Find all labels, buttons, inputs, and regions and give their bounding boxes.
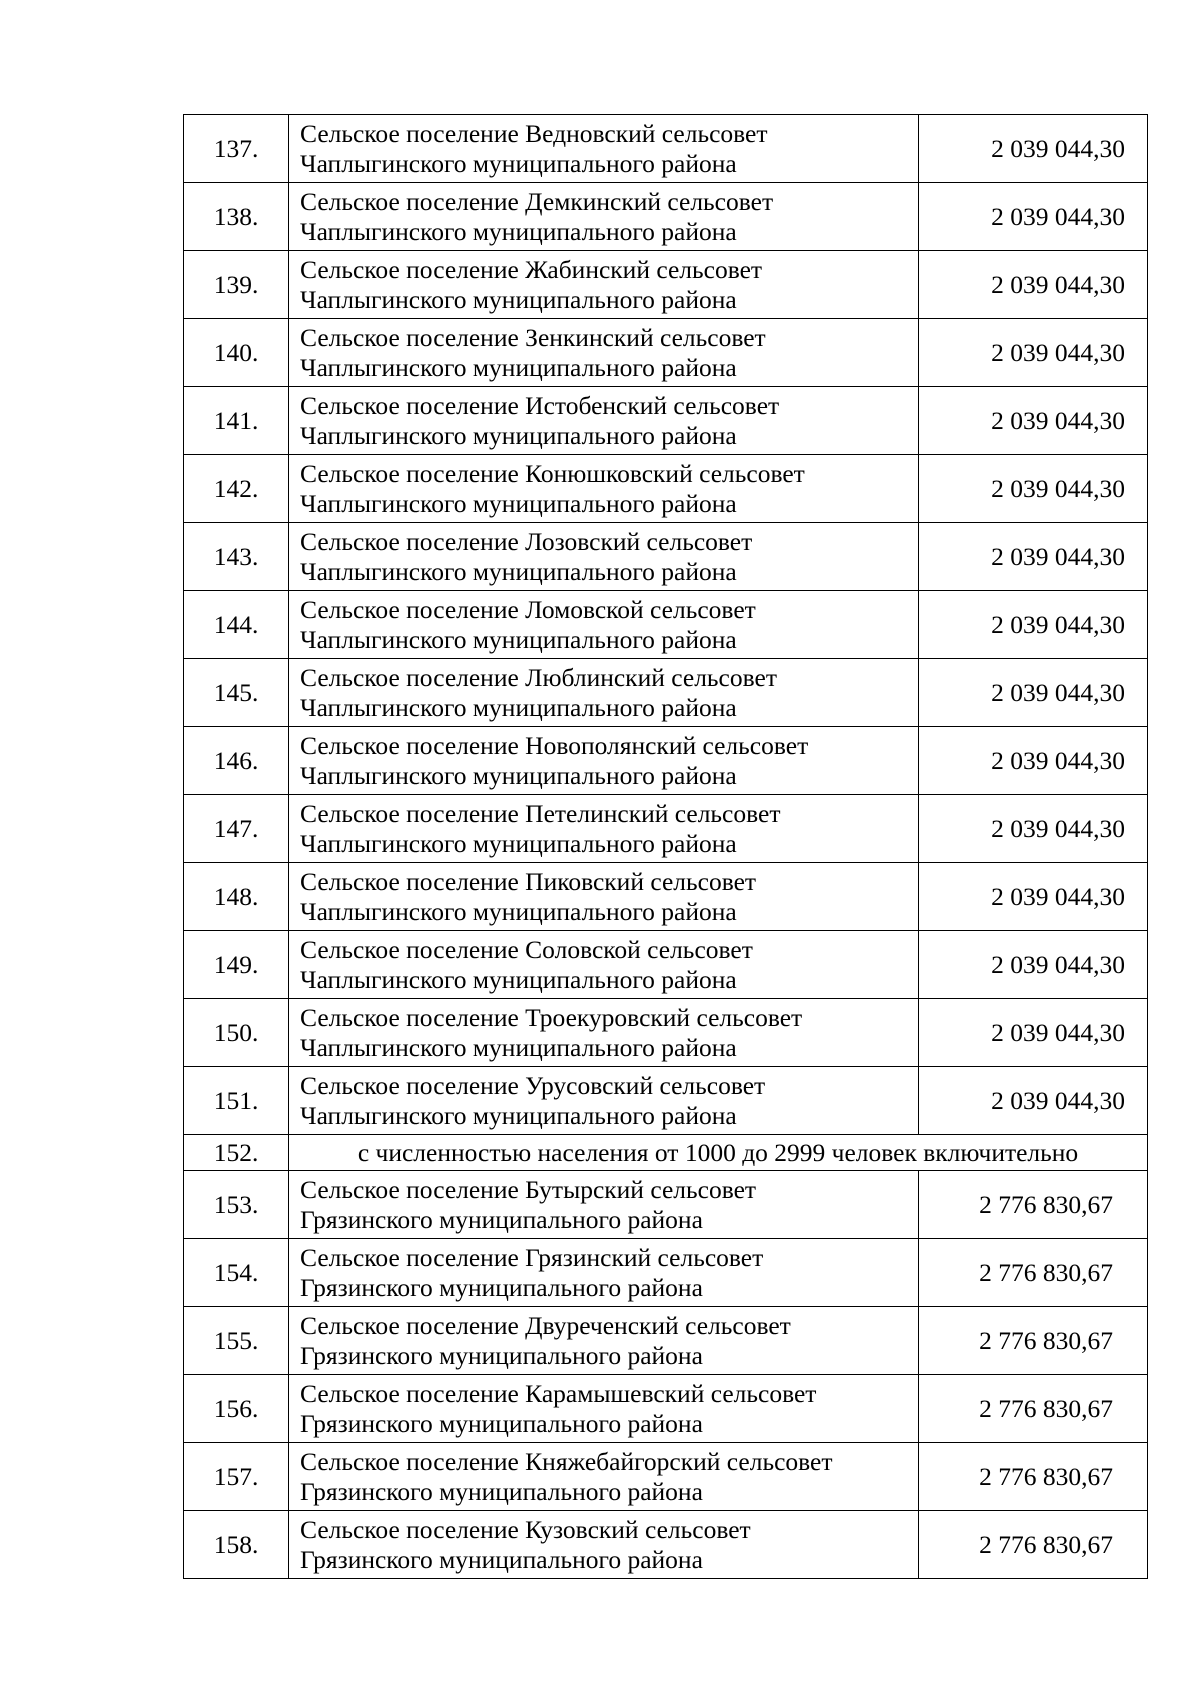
settlement-name: [289, 455, 919, 523]
settlement-name: [289, 1511, 919, 1579]
allocation-amount: 2 039 044,30: [919, 931, 1148, 999]
settlement-name-line1: Сельское поселение Грязинский сельсовет: [300, 1242, 764, 1272]
settlement-name-line2: Чаплыгинского муниципального района: [300, 964, 737, 994]
row-number: 148.: [184, 863, 289, 931]
row-number: 138.: [184, 183, 289, 251]
settlement-name-line1: Сельское поселение Двуреченский сельсовет: [300, 1310, 791, 1340]
row-number: 143.: [184, 523, 289, 591]
section-heading: с численностью населения от 1000 до 2999 человек включительно: [289, 1135, 1148, 1171]
settlement-name-line2: Чаплыгинского муниципального района: [300, 1032, 737, 1062]
row-number: 141.: [184, 387, 289, 455]
settlement-name-line1: Сельское поселение Новополянский сельсовет: [300, 730, 809, 760]
settlement-name-line2: Чаплыгинского муниципального района: [300, 284, 737, 314]
row-number: 158.: [184, 1511, 289, 1579]
settlement-name-line2: Чаплыгинского муниципального района: [300, 556, 737, 586]
table-row: [184, 387, 1148, 455]
settlement-name-line2: Чаплыгинского муниципального района: [300, 420, 737, 450]
settlement-name: [289, 115, 919, 183]
settlement-name-line2: Чаплыгинского муниципального района: [300, 1100, 737, 1130]
settlement-name-line2: Чаплыгинского муниципального района: [300, 488, 737, 518]
allocation-amount: 2 039 044,30: [919, 115, 1148, 183]
allocation-amount: 2 039 044,30: [919, 591, 1148, 659]
table-row: [184, 659, 1148, 727]
table-row: [184, 931, 1148, 999]
settlement-name: [289, 251, 919, 319]
settlement-name-line1: Сельское поселение Истобенский сельсовет: [300, 390, 780, 420]
allocation-amount: 2 039 044,30: [919, 387, 1148, 455]
settlement-name-line1: Сельское поселение Княжебайгорский сельсовет: [300, 1446, 833, 1476]
settlement-name: [289, 727, 919, 795]
table-row: [184, 591, 1148, 659]
allocation-table: [183, 114, 1148, 1579]
allocation-amount: 2 039 044,30: [919, 863, 1148, 931]
allocation-amount: 2 039 044,30: [919, 319, 1148, 387]
row-number: 155.: [184, 1307, 289, 1375]
settlement-name-line2: Чаплыгинского муниципального района: [300, 760, 737, 790]
table-row: [184, 1067, 1148, 1135]
settlement-name: [289, 523, 919, 591]
table-row: [184, 1511, 1148, 1579]
row-number: 149.: [184, 931, 289, 999]
allocation-amount: 2 776 830,67: [919, 1443, 1148, 1511]
settlement-name-line1: Сельское поселение Бутырский сельсовет: [300, 1174, 757, 1204]
allocation-amount: 2 776 830,67: [919, 1511, 1148, 1579]
settlement-name-line2: Чаплыгинского муниципального района: [300, 352, 737, 382]
settlement-name: [289, 591, 919, 659]
settlement-name-line2: Грязинского муниципального района: [300, 1340, 703, 1370]
settlement-name: [289, 863, 919, 931]
settlement-name-line2: Чаплыгинского муниципального района: [300, 216, 737, 246]
table-row: [184, 727, 1148, 795]
row-number: 150.: [184, 999, 289, 1067]
settlement-name-line2: Грязинского муниципального района: [300, 1408, 703, 1438]
settlement-name: [289, 1307, 919, 1375]
table-row: [184, 115, 1148, 183]
settlement-name-line2: Чаплыгинского муниципального района: [300, 624, 737, 654]
settlement-name-line2: Грязинского муниципального района: [300, 1544, 703, 1574]
row-number: 157.: [184, 1443, 289, 1511]
table-row: [184, 1443, 1148, 1511]
settlement-name-line1: Сельское поселение Демкинский сельсовет: [300, 186, 774, 216]
table-row: [184, 319, 1148, 387]
settlement-name-line1: Сельское поселение Ломовской сельсовет: [300, 594, 756, 624]
row-number: 154.: [184, 1239, 289, 1307]
allocation-amount: 2 039 044,30: [919, 183, 1148, 251]
table-row: [184, 863, 1148, 931]
allocation-amount: 2 039 044,30: [919, 727, 1148, 795]
settlement-name-line1: Сельское поселение Жабинский сельсовет: [300, 254, 763, 284]
row-number: 140.: [184, 319, 289, 387]
settlement-name: [289, 999, 919, 1067]
allocation-amount: 2 776 830,67: [919, 1307, 1148, 1375]
settlement-name: [289, 1239, 919, 1307]
settlement-name-line2: Чаплыгинского муниципального района: [300, 692, 737, 722]
section-row: [184, 1135, 1148, 1171]
settlement-name-line1: Сельское поселение Ведновский сельсовет: [300, 118, 768, 148]
settlement-name: [289, 931, 919, 999]
row-number: 146.: [184, 727, 289, 795]
settlement-name: [289, 319, 919, 387]
table-row: [184, 1239, 1148, 1307]
settlement-name: [289, 795, 919, 863]
table-row: [184, 183, 1148, 251]
allocation-amount: 2 039 044,30: [919, 659, 1148, 727]
row-number: 156.: [184, 1375, 289, 1443]
settlement-name: [289, 1171, 919, 1239]
table-row: [184, 1171, 1148, 1239]
allocation-amount: 2 039 044,30: [919, 523, 1148, 591]
settlement-name-line1: Сельское поселение Урусовский сельсовет: [300, 1070, 766, 1100]
settlement-name-line2: Чаплыгинского муниципального района: [300, 896, 737, 926]
allocation-amount: 2 776 830,67: [919, 1375, 1148, 1443]
allocation-amount: 2 776 830,67: [919, 1171, 1148, 1239]
settlement-name-line2: Чаплыгинского муниципального района: [300, 148, 737, 178]
settlement-name: [289, 1443, 919, 1511]
settlement-name-line2: Чаплыгинского муниципального района: [300, 828, 737, 858]
row-number: 144.: [184, 591, 289, 659]
settlement-name-line1: Сельское поселение Лозовский сельсовет: [300, 526, 753, 556]
settlement-name-line1: Сельское поселение Троекуровский сельсовет: [300, 1002, 803, 1032]
settlement-name: [289, 387, 919, 455]
settlement-name-line1: Сельское поселение Карамышевский сельсовет: [300, 1378, 817, 1408]
settlement-name-line1: Сельское поселение Петелинский сельсовет: [300, 798, 781, 828]
row-number: 145.: [184, 659, 289, 727]
settlement-name-line2: Грязинского муниципального района: [300, 1204, 703, 1234]
settlement-name-line1: Сельское поселение Люблинский сельсовет: [300, 662, 777, 692]
allocation-amount: 2 776 830,67: [919, 1239, 1148, 1307]
settlement-name-line1: Сельское поселение Пиковский сельсовет: [300, 866, 757, 896]
settlement-name-line1: Сельское поселение Кузовский сельсовет: [300, 1514, 751, 1544]
allocation-amount: 2 039 044,30: [919, 455, 1148, 523]
row-number: 152.: [184, 1135, 289, 1171]
row-number: 142.: [184, 455, 289, 523]
table-row: [184, 1307, 1148, 1375]
settlement-name: [289, 659, 919, 727]
table-row: [184, 1375, 1148, 1443]
settlement-name-line2: Грязинского муниципального района: [300, 1476, 703, 1506]
allocation-amount: 2 039 044,30: [919, 795, 1148, 863]
row-number: 147.: [184, 795, 289, 863]
table-row: [184, 795, 1148, 863]
settlement-name-line1: Сельское поселение Конюшковский сельсовет: [300, 458, 805, 488]
row-number: 137.: [184, 115, 289, 183]
allocation-amount: 2 039 044,30: [919, 1067, 1148, 1135]
allocation-amount: 2 039 044,30: [919, 251, 1148, 319]
settlement-name-line1: Сельское поселение Соловской сельсовет: [300, 934, 753, 964]
settlement-name: [289, 183, 919, 251]
row-number: 151.: [184, 1067, 289, 1135]
settlement-name-line1: Сельское поселение Зенкинский сельсовет: [300, 322, 766, 352]
settlement-name: [289, 1067, 919, 1135]
row-number: 139.: [184, 251, 289, 319]
table-row: [184, 523, 1148, 591]
allocation-amount: 2 039 044,30: [919, 999, 1148, 1067]
row-number: 153.: [184, 1171, 289, 1239]
table-row: [184, 455, 1148, 523]
settlement-name-line2: Грязинского муниципального района: [300, 1272, 703, 1302]
table-row: [184, 999, 1148, 1067]
table-row: [184, 251, 1148, 319]
settlement-name: [289, 1375, 919, 1443]
